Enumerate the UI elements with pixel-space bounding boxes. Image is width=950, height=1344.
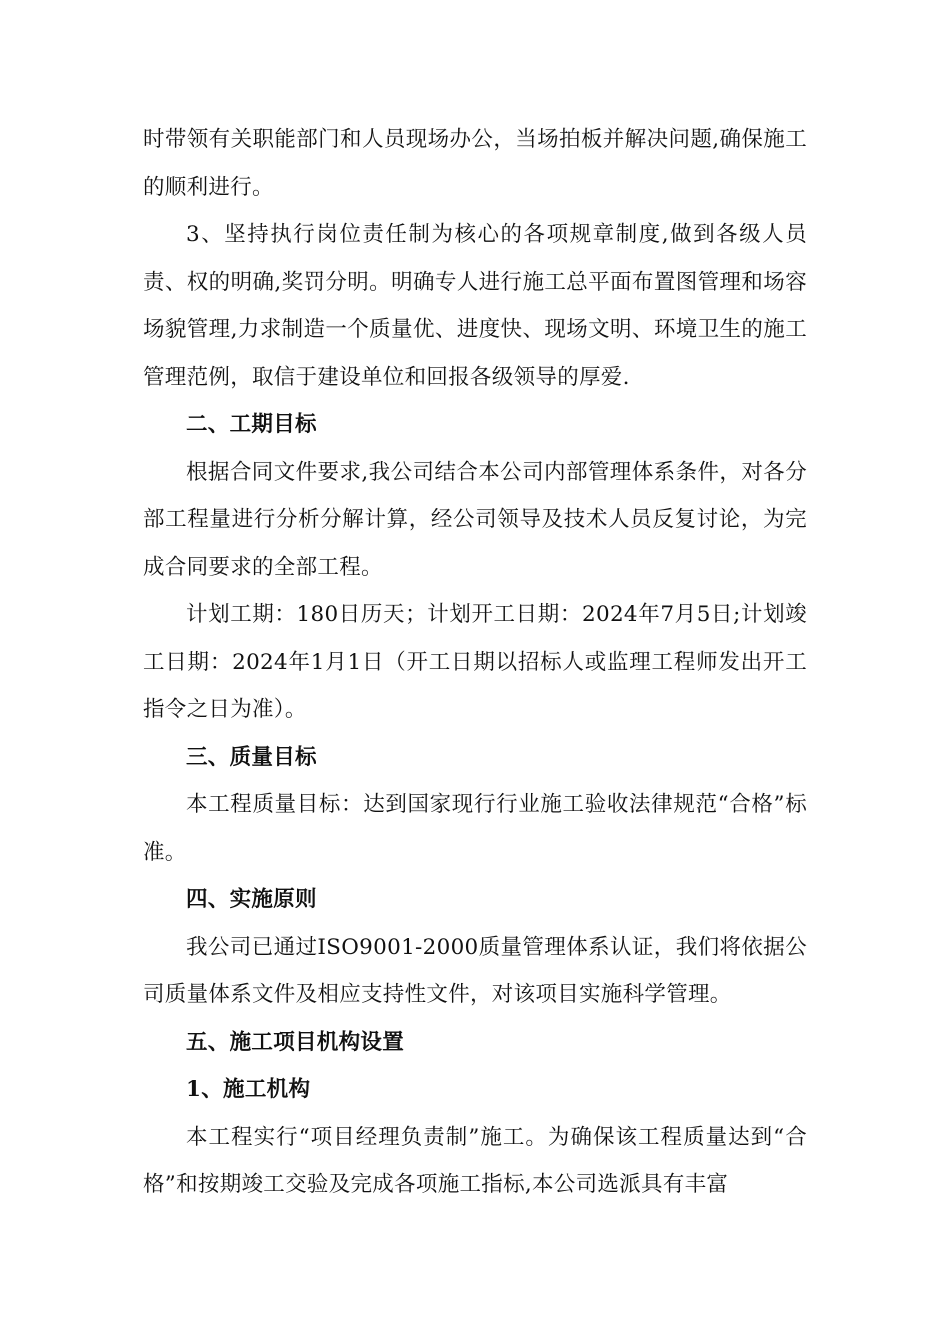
paragraph-planned-duration: 计划工期：180日历天；计划开工日期：2024年7月5日;计划竣工日期：2024年1月1日（开工日期以招标人或监理工程师发出开工指令之日为准）。 xyxy=(143,602,807,722)
paragraph-continuation: 时带领有关职能部门和人员现场办公，当场拍板并解决问题,确保施工的顺利进行。 xyxy=(143,127,807,200)
heading-quality-goal: 三、质量目标 xyxy=(186,744,317,770)
paragraph-project-manager-system: 本工程实行“项目经理负责制”施工。为确保该工程质量达到“合格”和按期竣工交验及完成各项施工指标,本公司选派具有丰富 xyxy=(143,1124,807,1197)
heading-project-organization: 五、施工项目机构设置 xyxy=(186,1029,405,1055)
heading-construction-organization: 1、施工机构 xyxy=(186,1077,311,1102)
document-body xyxy=(143,116,807,1209)
paragraph-schedule-basis: 根据合同文件要求,我公司结合本公司内部管理体系条件，对各分部工程量进行分析分解计算，经公司领导及技术人员反复讨论，为完成合同要求的全部工程。 xyxy=(143,459,807,580)
paragraph-quality-target: 本工程质量目标：达到国家现行行业施工验收法律规范“合格”标准。 xyxy=(143,792,807,865)
paragraph-rule-3: 3、坚持执行岗位责任制为核心的各项规章制度,做到各级人员责、权的明确,奖罚分明。明确专人进行施工总平面布置图管理和场容场貌管理,力求制造一个质量优、进度快、现场文明、环境卫生的施工管理范例，取信于建设单位和回报各级领导的厚爱. xyxy=(143,222,807,390)
paragraph-iso-certification: 我公司已通过ISO9001-2000质量管理体系认证，我们将依据公司质量体系文件及相应支持性文件，对该项目实施科学管理。 xyxy=(143,934,807,1007)
heading-schedule-goal: 二、工期目标 xyxy=(186,412,317,437)
heading-implementation-principle: 四、实施原则 xyxy=(186,887,317,912)
